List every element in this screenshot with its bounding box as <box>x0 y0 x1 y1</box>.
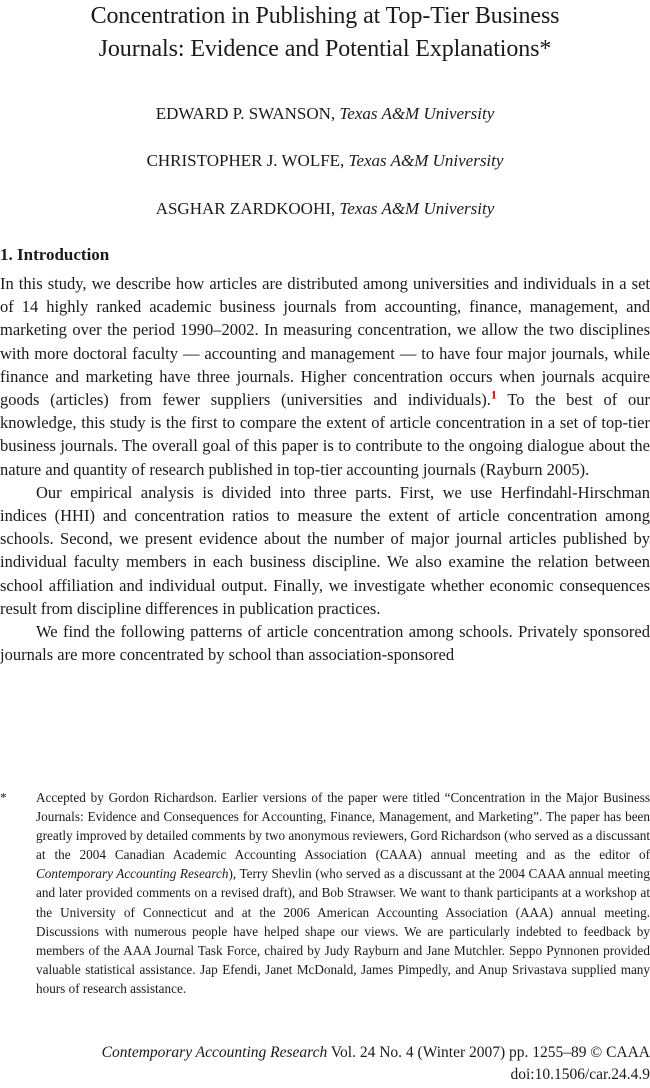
title-line-1: Concentration in Publishing at Top-Tier Business <box>90 3 560 29</box>
footnote <box>0 788 650 998</box>
paragraph-3: We find the following patterns of article concentration among schools. Privately sponsored journals are more concentrated by school than association-sponsored <box>0 622 650 665</box>
paragraph-2: Our empirical analysis is divided into three parts. First, we use Herfindahl-Hirschman indices (HHI) and concentration ratios to measure the extent of article concentration among schools. Second, we present evidence about the number of major journal articles published by individual faculty members in each business discipline. We also examine the relation between school affiliation and individual output. Finally, we investigate whether economic consequences result from discipline differences in publication practices. <box>0 482 650 618</box>
author-name: EDWARD P. SWANSON, <box>155 104 336 123</box>
footnote-journal: Contemporary Accounting Research <box>36 866 229 882</box>
footnote-text-a: Accepted by Gordon Richardson. Earlier versions of the paper were titled “Concentration in the Major Business Journals: Evidence and Consequences for Accounting, Finance, Management, and Marketing”. The paper has been greatly improved by detailed comments by two anonymous reviewers, Gord Richardson (who served as a discussant at the 2004 Canadian Academic Accounting Association (CAAA) annual meeting and as the editor of <box>36 790 650 863</box>
body-text <box>0 272 650 666</box>
paragraph-1-part-b: To the best of our knowledge, this study is the first to compare the extent of article concentration in a set of top-tier business journals. The overall goal of this paper is to contribute to the ongoing dialogue about the nature and quantity of research published in top-tier accounting journals (Rayburn 2005). <box>0 390 650 479</box>
section-title: Introduction <box>17 245 110 264</box>
footnote-mark: * <box>0 790 7 805</box>
journal-footer <box>0 1042 650 1086</box>
author-affiliation: Texas A&M University <box>348 151 504 170</box>
journal-citation <box>0 1042 650 1064</box>
article-title <box>0 0 650 66</box>
journal-doi[interactable]: doi:10.1506/car.24.4.9 <box>510 1066 650 1083</box>
journal-name: Contemporary Accounting Research <box>101 1044 328 1061</box>
author-1 <box>0 104 650 124</box>
paragraph-1 <box>0 272 650 481</box>
footnote-text <box>36 788 650 998</box>
footnote-text-b: ), Terry Shevlin (who served as a discussant at the 2004 CAAA annual meeting and later provided comments on a revised draft), and Bob Strawser. We want to thank participants at a workshop at the University of Connecticut and at the 2006 American Accounting Association (AAA) annual meeting. Discussions with numerous people have helped shape our views. We are particularly indebted to feedback by members of the AAA Journal Task Force, chaired by Judy Rayburn and Jane Mutchler. Seppo Pynnonen provided valuable statistical assistance. Jap Efendi, Janet McDonald, James Pimpedly, and Anup Srivastava supplied many hours of research assistance. <box>36 866 650 996</box>
author-affiliation: Texas A&M University <box>339 104 495 123</box>
paragraph-1-part-a: In this study, we describe how articles are distributed among universities and individuals in a set of 14 highly ranked academic business journals from accounting, finance, management, and marketing over the period 1990–2002. In measuring concentration, we allow the two disciplines with more doctoral faculty — accounting and management — to have four major journals, while finance and marketing have three journals. Higher concentration occurs when journals acquire goods (articles) from fewer suppliers (universities and individuals). <box>0 274 650 410</box>
author-affiliation: Texas A&M University <box>339 199 495 218</box>
author-name: CHRISTOPHER J. WOLFE, <box>146 151 345 170</box>
title-line-2: Journals: Evidence and Potential Explanations* <box>98 36 552 62</box>
author-name: ASGHAR ZARDKOOHI, <box>155 199 336 218</box>
section-number: 1. <box>0 245 13 264</box>
author-2 <box>0 151 650 171</box>
author-3 <box>0 199 650 219</box>
section-heading <box>0 245 109 265</box>
journal-details: Vol. 24 No. 4 (Winter 2007) pp. 1255–89 © CAAA <box>330 1044 650 1061</box>
footnote-ref-1[interactable]: 1 <box>490 387 497 402</box>
